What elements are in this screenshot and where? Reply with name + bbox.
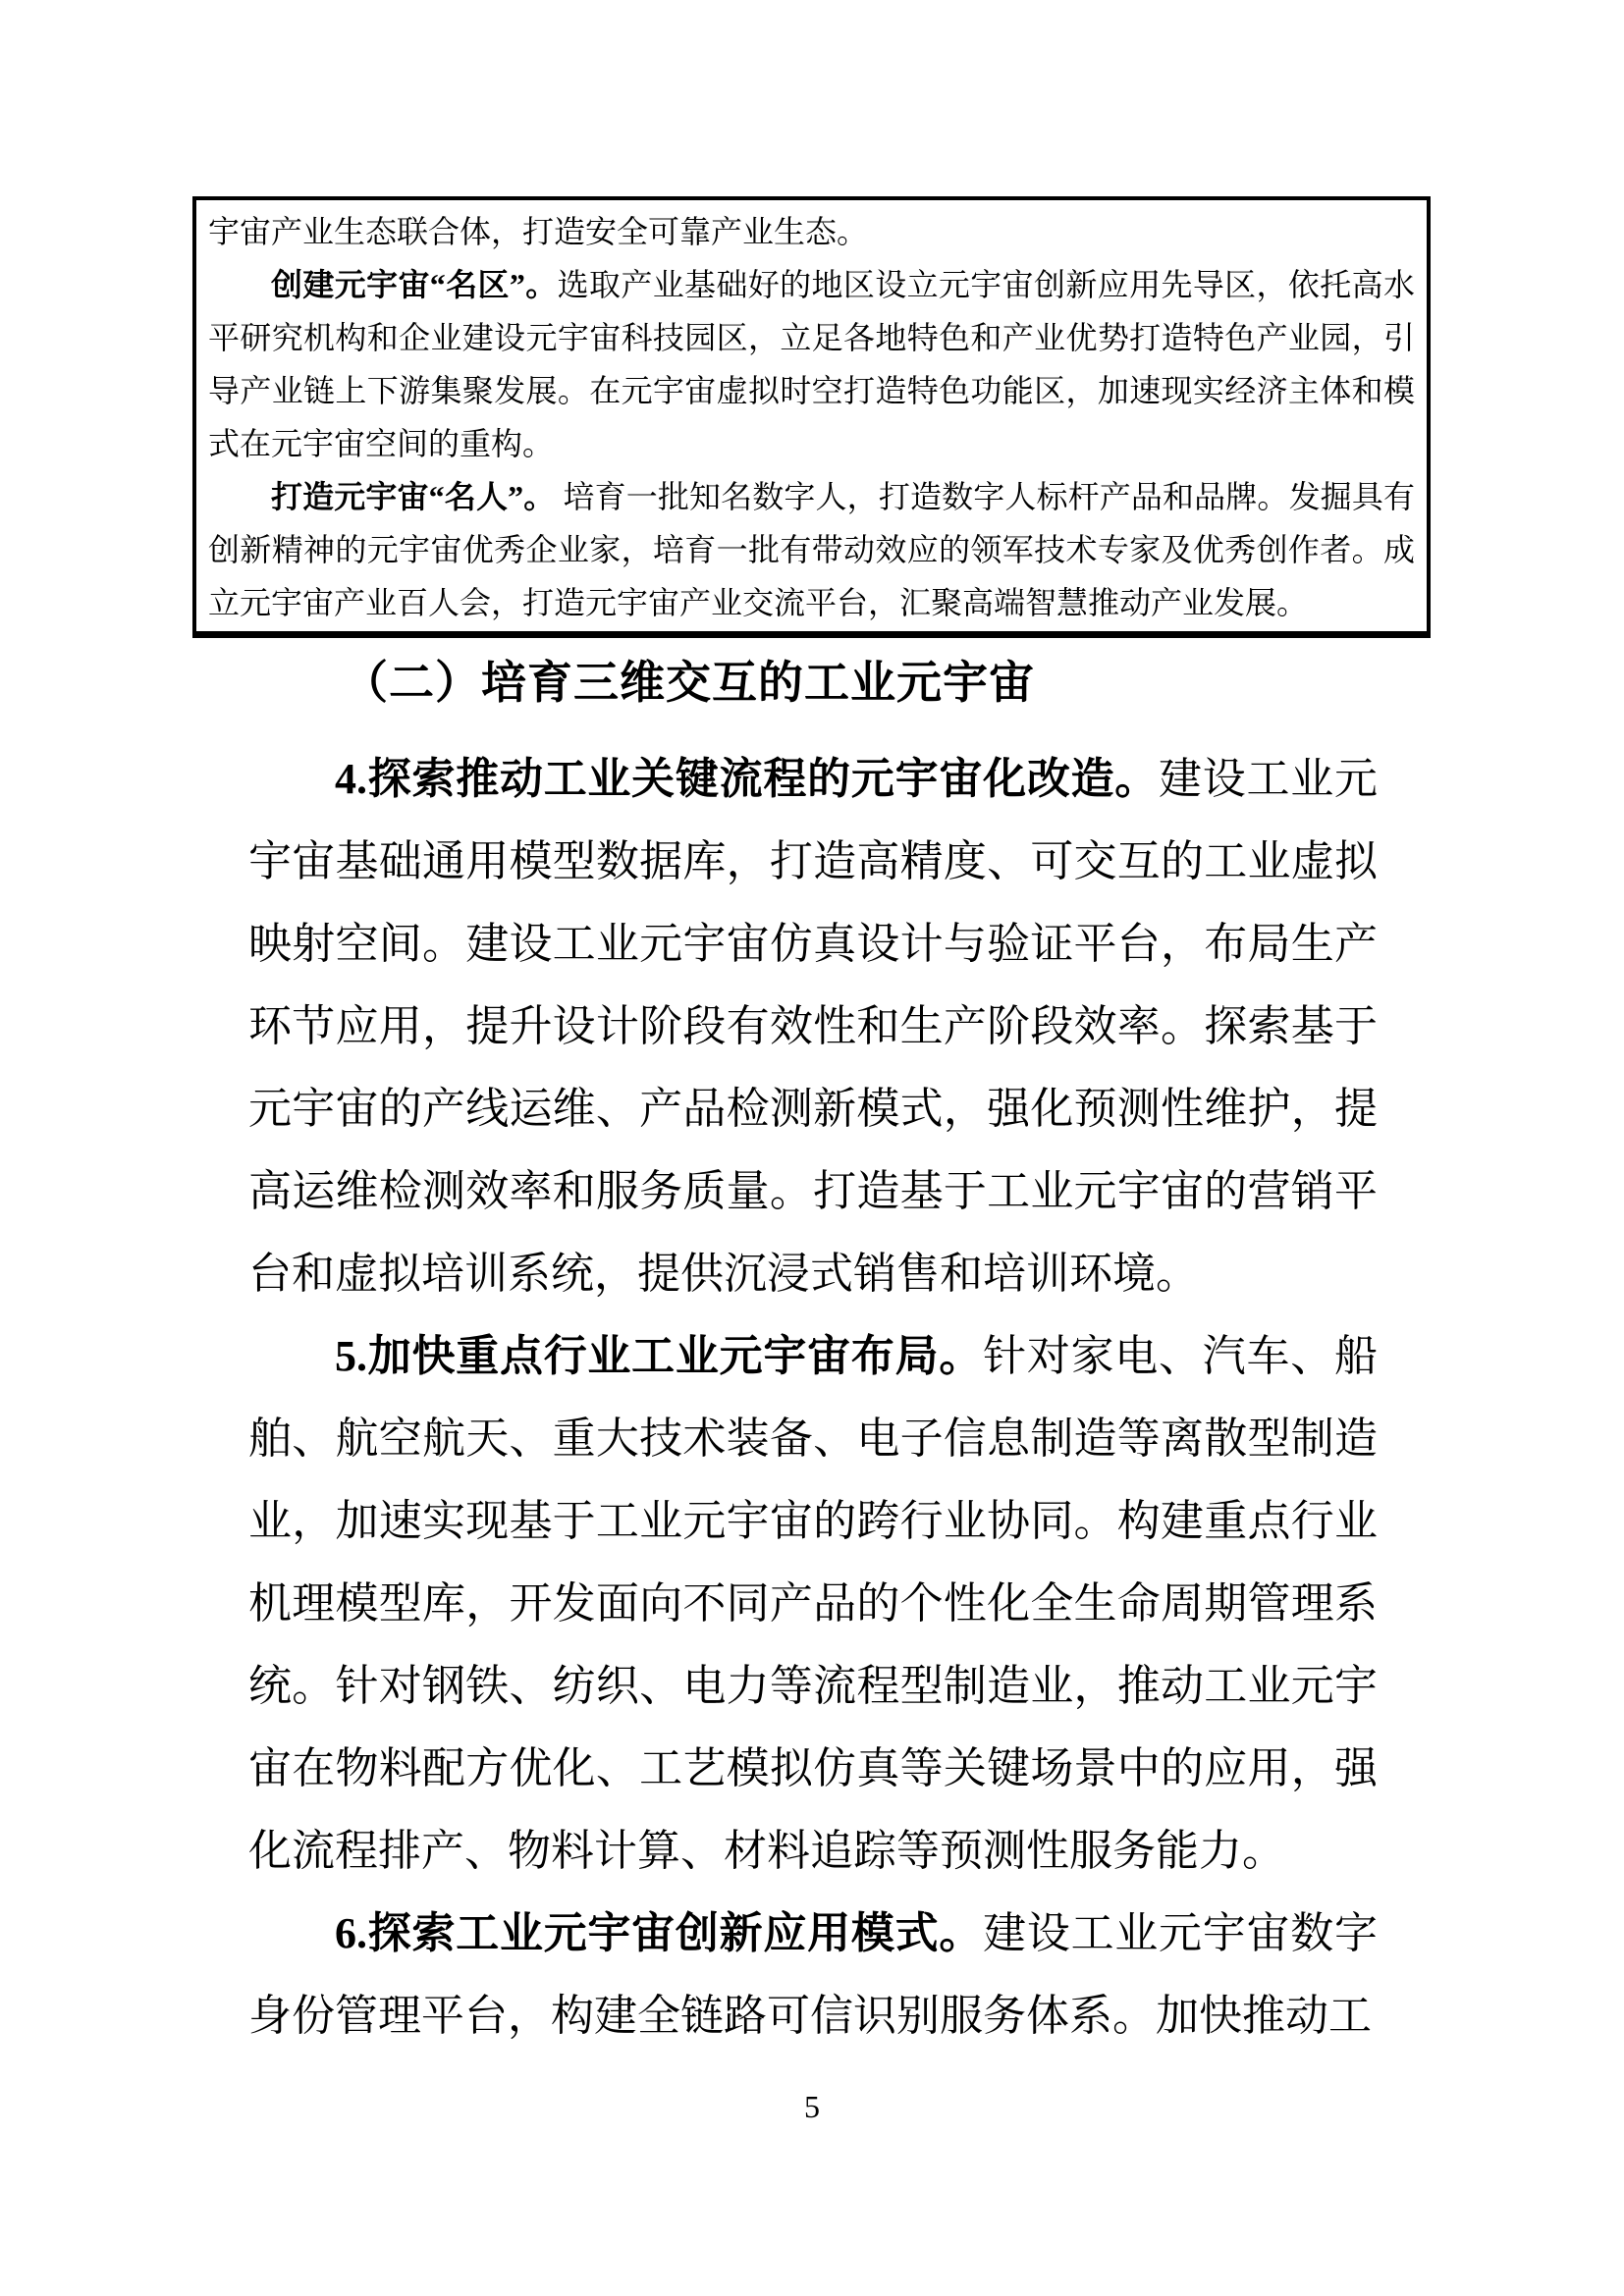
paragraph-bold-lead: 打造元宇宙“名人”。 <box>271 479 556 514</box>
excerpt-paragraph <box>208 205 1415 258</box>
body-paragraph <box>248 1315 1378 1893</box>
section-heading: （二）培育三维交互的工业元宇宙 <box>343 658 1035 708</box>
paragraph-text-run: 建设工业元宇宙数字身份管理平台，构建全链路可信识别服务体系。加快推动工 <box>248 1909 1379 2040</box>
paragraph-text-run: 针对家电、汽车、船舶、航空航天、重大技术装备、电子信息制造等离散型制造业，加速实现基于工业元宇宙的跨行业协同。构建重点行业机理模型库，开发面向不同产品的个性化全生命周期管理系统。针对钢铁、纺织、电力等流程型制造业，推动工业元宇宙在物料配方优化、工艺模拟仿真等关键场景中的应用，强化流程排产、物料计算、材料追踪等预测性服务能力。 <box>248 1332 1379 1875</box>
paragraph-bold-lead: 5.加快重点行业工业元宇宙布局。 <box>335 1332 984 1380</box>
paragraph-text-run: 选取产业基础好的地区设立元宇宙创新应用先导区，依托高水平研究机构和企业建设元宇宙科技园区，立足各地特色和产业优势打造特色产业园，引导产业链上下游集聚发展。在元宇宙虚拟时空打造特色功能区，加速现实经济主体和模式在元宇宙空间的重构。 <box>208 267 1415 461</box>
paragraph-bold-lead: 4.探索推动工业关键流程的元宇宙化改造。 <box>335 755 1160 803</box>
excerpt-paragraph <box>208 470 1415 629</box>
paragraph-text-run: 建设工业元宇宙基础通用模型数据库，打造高精度、可交互的工业虚拟映射空间。建设工业元宇宙仿真设计与验证平台，布局生产环节应用，提升设计阶段有效性和生产阶段效率。探索基于元宇宙的产线运维、产品检测新模式，强化预测性维护，提高运维检测效率和服务质量。打造基于工业元宇宙的营销平台和虚拟培训系统，提供沉浸式销售和培训环境。 <box>248 755 1379 1298</box>
excerpt-paragraph <box>208 258 1415 470</box>
paragraph-text-run: 培育一批知名数字人，打造数字人标杆产品和品牌。发掘具有创新精神的元宇宙优秀企业家，培育一批有带动效应的领军技术专家及优秀创作者。成立元宇宙产业百人会，打造元宇宙产业交流平台，汇聚高端智慧推动产业发展。 <box>208 479 1415 620</box>
body-paragraph <box>248 1893 1378 2057</box>
paragraph-bold-lead: 6.探索工业元宇宙创新应用模式。 <box>335 1909 984 1957</box>
section-body <box>248 738 1378 2057</box>
body-paragraph <box>248 738 1378 1315</box>
paragraph-bold-lead: 创建元宇宙“名区”。 <box>271 267 558 302</box>
excerpt-box <box>192 196 1431 638</box>
page-number: 5 <box>804 2089 820 2124</box>
paragraph-text-run: 宇宙产业生态联合体，打造安全可靠产业生态。 <box>208 214 869 249</box>
